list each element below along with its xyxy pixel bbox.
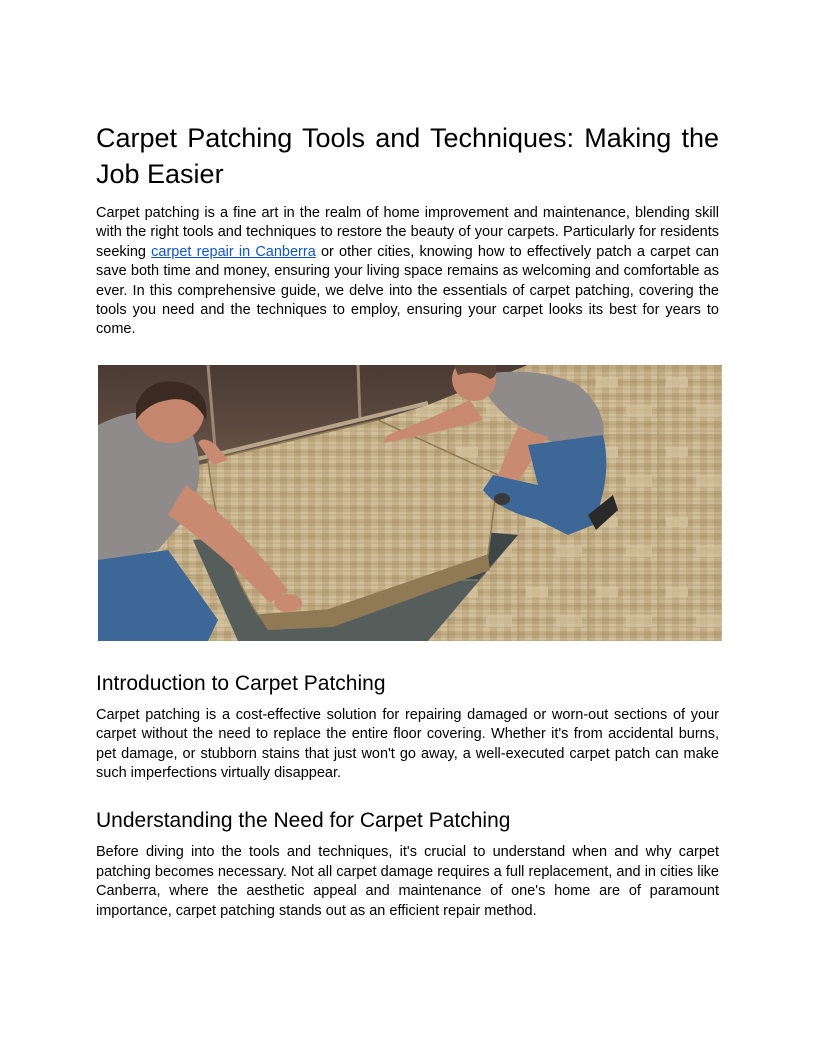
section-understanding-need (96, 807, 719, 921)
document-page (96, 120, 719, 921)
section-introduction (96, 670, 719, 784)
intro-text-after-link: or other cities, knowing how to effectively patch a carpet can save both time and money, ensuring your living space remains as welcoming and comfortable as ever. In this comprehensive guide, we delve into the essentials of carpet patching, covering the tools you need and the techniques to employ, ensuring your carpet looks its best for years to come. (96, 243, 719, 338)
section-body: Carpet patching is a cost-effective solution for repairing damaged or worn-out sections of your carpet without the need to replace the entire floor covering. Whether it's from accidental burns, pet damage, or stubborn stains that just won't go away, a well-executed carpet patch can make such imperfections virtually disappear. (96, 706, 719, 782)
intro-paragraph (96, 204, 719, 340)
section-heading: Introduction to Carpet Patching (96, 671, 386, 695)
section-body: Before diving into the tools and techniques, it's crucial to understand when and why carpet patching becomes necessary. Not all carpet damage requires a full replacement, and in cities like Canberra, where the aesthetic appeal and maintenance of one's home are of paramount importance, carpet patching stands out as an efficient repair method. (96, 844, 719, 919)
carpet-installers-photo (98, 365, 722, 641)
carpet-repair-canberra-link[interactable]: carpet repair in Canberra (151, 243, 316, 260)
page-title: Carpet Patching Tools and Techniques: Making the Job Easier (96, 123, 719, 189)
intro-text-before-link: Carpet patching is a fine art in the realm of home improvement and maintenance, blending skill with the right tools and techniques to restore the beauty of your carpets. Particularly for residents seeking (96, 205, 719, 260)
section-heading: Understanding the Need for Carpet Patching (96, 809, 511, 833)
